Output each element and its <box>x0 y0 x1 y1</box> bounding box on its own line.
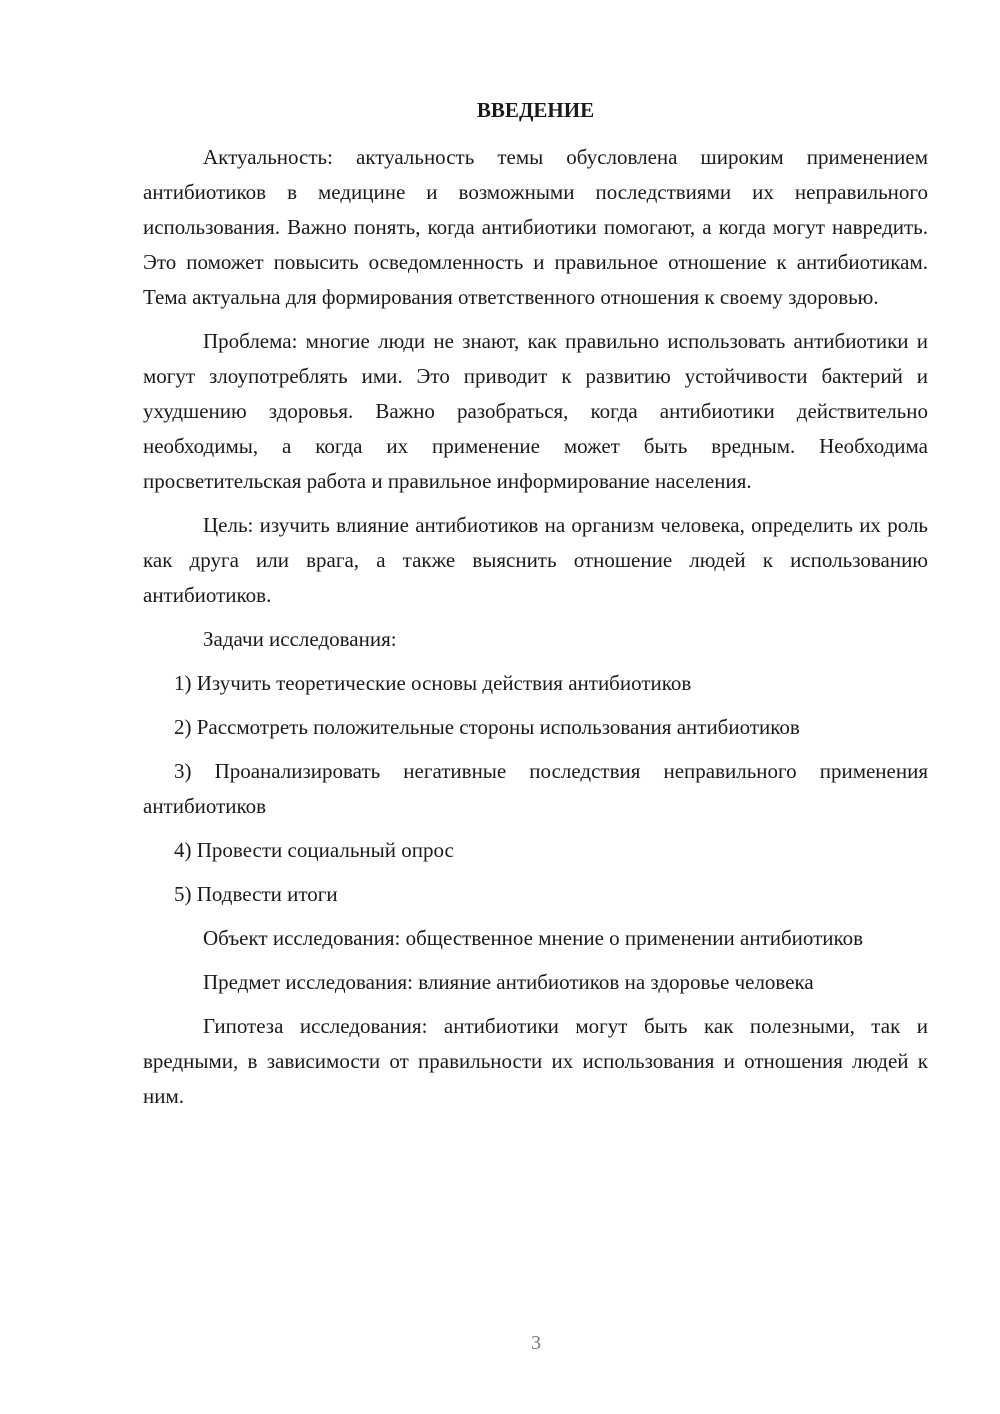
relevance-paragraph: Актуальность: актуальность темы обусловлена широким применением антибиотиков в медицине и возможными последствиями их неправильного использования. Важно понять, когда антибиотики помогают, а когда могут навредить. Это поможет повысить осведомленность и правильное отношение к антибиотикам. Тема актуальна для формирования ответственного отношения к своему здоровью. <box>143 145 928 309</box>
document-page <box>143 93 928 1114</box>
task-item-5: 5) Подвести итоги <box>174 882 338 906</box>
task-item-1: 1) Изучить теоретические основы действия антибиотиков <box>174 671 692 695</box>
object-paragraph: Объект исследования: общественное мнение о применении антибиотиков <box>203 926 864 950</box>
problem-paragraph: Проблема: многие люди не знают, как правильно использовать антибиотики и могут злоупотреблять ими. Это приводит к развитию устойчивости бактерий и ухудшению здоровья. Важно разобраться, когда антибиотики действительно необходимы, а когда их применение может быть вредным. Необходима просветительская работа и правильное информирование населения. <box>143 329 928 493</box>
section-title: ВВЕДЕНИЕ <box>476 98 595 122</box>
subject-paragraph: Предмет исследования: влияние антибиотиков на здоровье человека <box>203 970 814 994</box>
goal-paragraph: Цель: изучить влияние антибиотиков на организм человека, определить их роль как друга или врага, а также выяснить отношение людей к использованию антибиотиков. <box>143 513 928 607</box>
task-item-3: 3) Проанализировать негативные последствия неправильного применения антибиотиков <box>143 759 928 818</box>
page-number: 3 <box>531 1332 541 1354</box>
tasks-heading: Задачи исследования: <box>203 627 397 651</box>
hypothesis-paragraph: Гипотеза исследования: антибиотики могут быть как полезными, так и вредными, в зависимости от правильности их использования и отношения людей к ним. <box>143 1014 928 1108</box>
task-item-2: 2) Рассмотреть положительные стороны использования антибиотиков <box>174 715 800 739</box>
task-item-4: 4) Провести социальный опрос <box>174 838 454 862</box>
